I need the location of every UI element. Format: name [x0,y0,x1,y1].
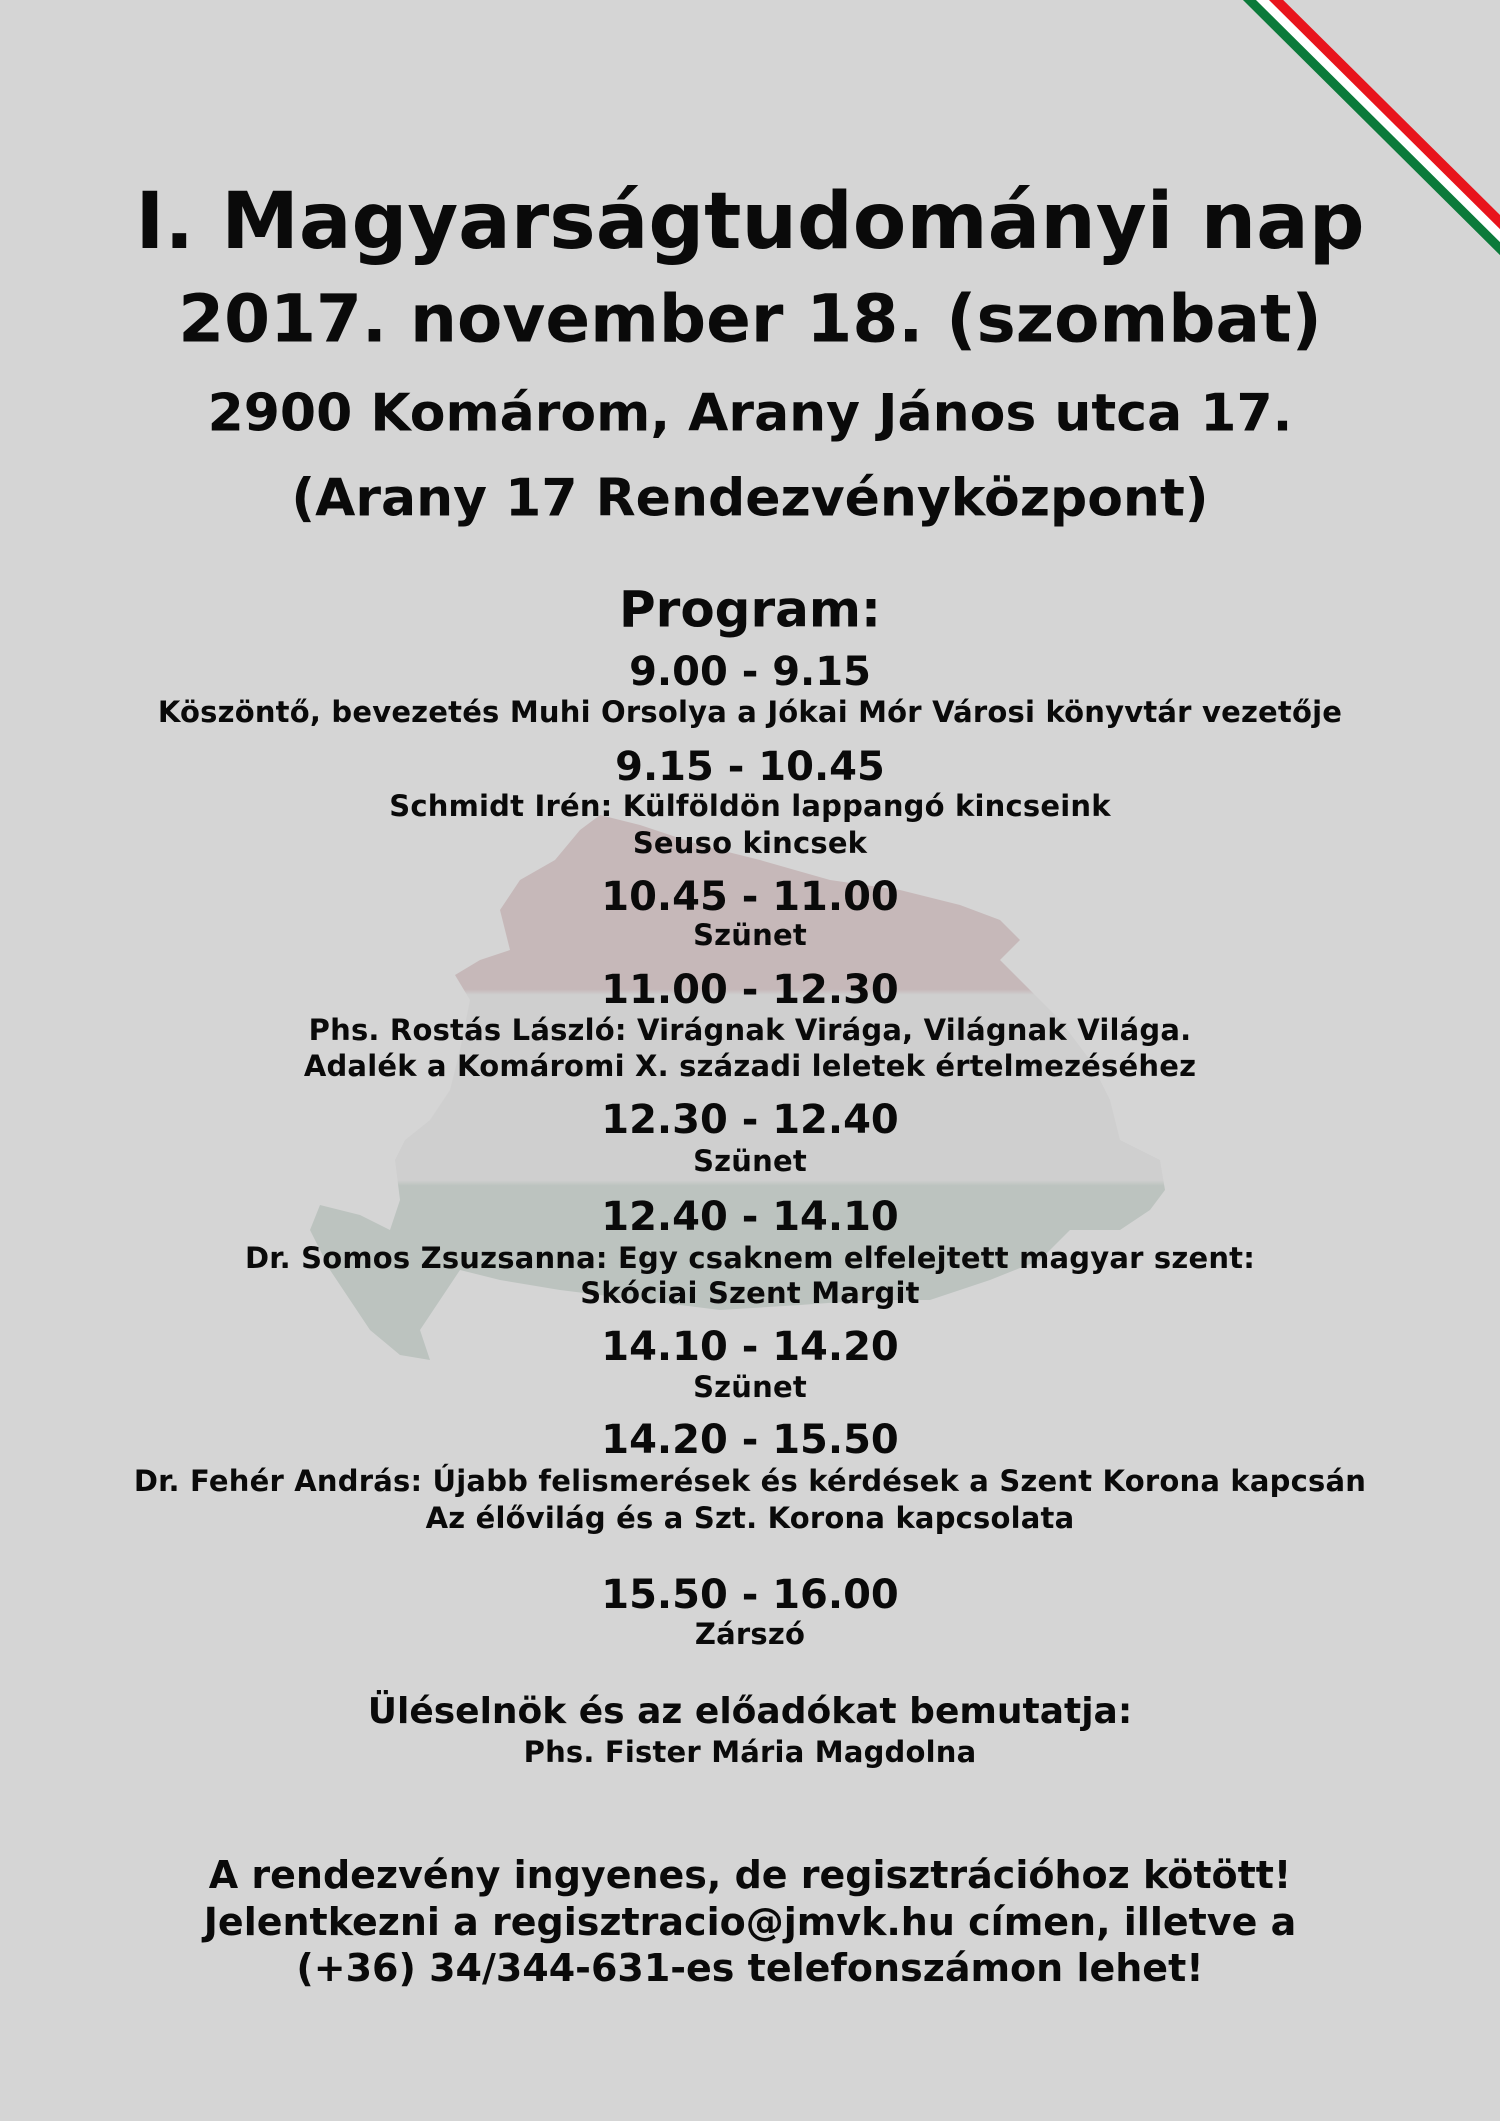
program-description: Dr. Somos Zsuzsanna: Egy csaknem elfelejtett magyar szent: [244,1241,1256,1276]
event-address: 2900 Komárom, Arany János utca 17. [207,383,1293,444]
registration-note: A rendezvény ingyenes, de regisztrációhoz kötött! [208,1853,1292,1898]
program-time: 12.30 - 12.40 [601,1097,899,1143]
program-time: 10.45 - 11.00 [601,874,899,920]
program-time: 11.00 - 12.30 [601,967,899,1013]
program-description: Szünet [693,1144,807,1179]
program-description: Szünet [693,918,807,953]
program-description: Zárszó [694,1617,806,1652]
event-date: 2017. november 18. (szombat) [178,280,1322,358]
program-description: Az élővilág és a Szt. Korona kapcsolata [425,1501,1075,1536]
program-time: 12.40 - 14.10 [601,1194,899,1240]
program-time: 15.50 - 16.00 [601,1572,899,1618]
event-venue: (Arany 17 Rendezvényközpont) [291,468,1209,529]
program-time: 14.10 - 14.20 [601,1324,899,1370]
program-heading: Program: [619,580,881,639]
program-time: 14.20 - 15.50 [601,1417,899,1463]
program-description: Szünet [693,1370,807,1405]
program-time: 9.15 - 10.45 [615,744,885,790]
program-description: Seuso kincsek [632,826,868,861]
program-description: Dr. Fehér András: Újabb felismerések és kérdések a Szent Korona kapcsán [133,1464,1367,1499]
program-description: Schmidt Irén: Külföldön lappangó kincseink [389,789,1111,824]
program-description: Phs. Rostás László: Virágnak Virága, Világnak Világa. [308,1013,1192,1048]
program-description: Köszöntő, bevezetés Muhi Orsolya a Jókai Mór Városi könyvtár vezetője [157,695,1343,730]
registration-phone: (+36) 34/344-631-es telefonszámon lehet! [296,1946,1204,1991]
chair-name: Phs. Fister Mária Magdolna [523,1735,977,1770]
program-description: Adalék a Komáromi X. századi leletek értelmezéséhez [303,1049,1197,1084]
program-time: 9.00 - 9.15 [629,649,871,695]
registration-email: Jelentkezni a regisztracio@jmvk.hu címen, illetve a [203,1900,1297,1945]
program-description: Skóciai Szent Margit [580,1276,920,1311]
chair-heading: Üléselnök és az előadókat bemutatja: [367,1691,1133,1733]
event-title: I. Magyarságtudományi nap [135,177,1365,268]
